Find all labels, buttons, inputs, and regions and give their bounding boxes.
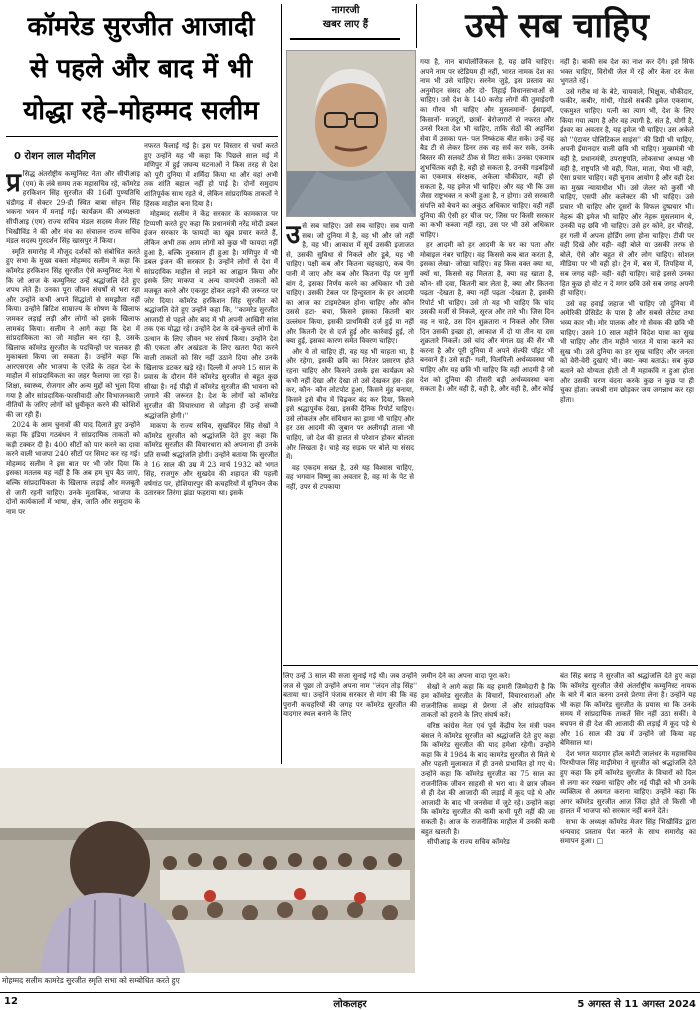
paragraph: मोहम्मद सलीम ने केंद्र सरकार के कामकाज पर टिप्पणी करते हुए कहा कि प्रधानमंत्री नरेंद्र मोदी डबल इंजन सरकार के फायदों का खूब प्रचार करते हैं, लेकिन अभी तक आम लोगों को कुछ भी फायदा नहीं हुआ है, बल्कि नुकसान ही हुआ है। मणिपुर में भी डबल इंजन की सरकार है। उन्होंने लोगों से देश में सांप्रदायिक माहौल से लड़ने का आह्वान किया और इसके लिए माकपा व अन्य वामपंथी ताकतों को मजबूत करने और एकजुट होकर लड़ने की जरूरत पर जोर दिया। कॉमरेड हरकिशन सिंह सुरजीत को श्रद्धांजलि देते हुए उन्होंने कहा कि, ''कामरेड सुरजीत आजादी से पहले और बाद में भी अपनी आखिरी सांस तक एक योद्धा रहे। उन्होंने देश के दबे-कुचले लोगों के उत्थान के लिए जीवन भर संघर्ष किया। उन्होंने देश की एकता और अखंडता के लिए खतरा पैदा करने वाली ताकतों को सिर नहीं उठाने दिया और उनके खिलाफ डटकर खड़े रहे। दिल्ली में अपने 15 साल के प्रवास के दौरान मैंने कॉमरेड सुरजीत से बहुत कुछ सीखा है। नई पीढ़ी में कॉमरेड सुरजीत की भावना को जगाने की जरूरत है। देश के लोगों को कॉमरेड सुरजीत की विचारधारा से जोड़ना ही उन्हें सच्ची श्रद्धांजलि होगी।'' <box>144 210 278 420</box>
paragraph: सीपीआइ के राज्य सचिव कॉमरेड <box>427 838 510 847</box>
left-story-column-4 <box>421 672 555 990</box>
left-headline <box>6 6 276 132</box>
paragraph: उसे वह हवाई जहाज भी चाहिए जो दुनिया में अमेरिकी प्रेसिडेंट के पास है और सबसे लेटेस्ट तथा भव्य कार भी। मोर पालक और गो सेवक की छवि भी चाहिए। उसने 10 साल महीने विदेश यात्रा का सुख भी चाहिए और तीन महीने भारत में यात्रा करने का सुख भी। उसे दुनिया का हर सुख चाहिए और जनता को वेरी-वेरी दुखाएं भी। क्या- क्या बताऊं। सब कुछ बताने को योग्यता होती तो मैं महाकवि न हुआ होता और उसकी चरण वंदना करके कुछ न कुछ पा ही चुका होता। जयश्री राम छोड़कर जय जगन्नाथ कर रहा होता। <box>560 299 694 404</box>
story-box-rule <box>283 665 698 666</box>
left-headline-line-3: योद्धा रहे–मोहम्मद सलीम <box>23 96 259 126</box>
kicker <box>288 4 403 32</box>
paragraph: जमीन देने का अपना वादा पूरा करे। <box>421 672 511 680</box>
left-headline-line-2: से पहले और बाद में भी <box>29 54 253 84</box>
left-story-column-2 <box>144 142 278 764</box>
kicker-line-2: खबर लाए हैं <box>322 19 369 30</box>
paragraph: उसे गरीब मां के बेटे, चायवाले, भिक्षुक, चौकीदार, फकीर, कबीर, गांधी, गोडसे सबकी इमेज एकसाथ, एकमुश्त चाहिए। पत्नी का त्याग भी, देश के लिए किया गया त्याग है और वह त्यागी है, संत है, योगी है, ईश्वर का अवतार है, यह इमेज भी चाहिए। उस अकेले को ''एंटायर पोलिटिकल साइंस'' की डिग्री भी चाहिए, अपनी ईमानदार वाली छवि भी चाहिए। मुख्यमंत्री भी वही है, प्रधानमंत्री, उपराष्ट्रपति, लोकसभा अध्यक्ष भी वही है, राष्ट्रपति भी वही, पिता, माता, भैया भी वही, ऐसा प्रचार चाहिए। वही चुनाव आयोग है और वही देश का मुख्य न्यायाधीश भी। उसे जेलर को कुर्सी भी चाहिए, एसपी और कलेक्टर की भी चाहिए। उसे प्रचार भी चाहिए और दूसरों के विफल दुष्प्रचार भी। नेहरू की इमेज भी चाहिए और नेहरू मुसलमान थे, उनकी यह छवि भी चाहिए। उसे हर कोने, हर चौराहे, हर गली में अपना होर्डिंग लगा होना चाहिए। टीवी पर वही दिखे और वही- वही बोले या उसकी तरफ से बोले, ऐसे और बहुत से और लोग चाहिए। सोशल मीडिया पर भी वही हो। ट्रेन में, बस में, तिपहिया में, सब जगह वही- वही- वही चाहिए। चाहे इससे उनका हित कुछ हो वोट न दे मगर छवि उसे सब जगह अपनी ही चाहिए। <box>560 87 694 298</box>
photo-caption: मोहम्मद सलीम कामरेड सुरजीत स्मृति सभा को सम्बोधित करते हुए <box>2 976 180 985</box>
byline: 0 रोशन लाल मौदगिल <box>14 151 96 162</box>
paragraph: वरिष्ठ कांग्रेस नेता एवं पूर्व केंद्रीय रेल मंत्री पवन बंसल ने कॉमरेड सुरजीत को श्रद्धांजलि देते हुए कहा कि कॉमरेड सुरजीत की याद हमेशा रहेगी। उन्होंने कहा कि वे 1984 के बाद कामरेड सुरजीत से मिले थे और पहली मुलाकात में ही उनसे प्रभावित हो गए थे। उन्होंने कहा कि कॉमरेड सुरजीत का 75 साल का राजनीतिक जीवन साहसी से भरा था। वे छात्र जीवन से ही देश की आजादी की लड़ाई में कूद पड़े थे और आजादी के बाद भी जनसेवा में जुटे रहे। उन्होंने कहा कि कॉमरेड सुरजीत की कमी कभी पूरी नहीं की जा सकती है। आज के राजनीतिक माहौल में उनकी कमी बहुत खलती है। <box>421 721 555 836</box>
paragraph: गया है, नान बायोलॉजिकल है, यह छवि चाहिए। अपने नाम पर स्टेडियम ही नहीं, भारत नामक देश का नाम भी उसे चाहिए। सरनेम जुड़े, इस प्रस्ताव का अनुमोदन संसद और दो- तिहाई विधानसभाओं से चाहिए। उसे देश के 140 करोड़ लोगों की तुमाईदगी का गौरव भी चाहिए और मुसलमानों- ईसाइयों, किसानों- मजदूरों, छात्रों- बेरोजगारों से नफरत और उनसे रिश्ता देश भी चाहिए, ताकि सेठों की अहर्निश सेवा में उसका पल- पल निष्कंटक बीत सके। उन्हें वह बैड टी से लेकर डिनर तक वह सर्व कर सके, उनके बिस्तर की सलवटें ठीक से मिटा सके। उनका एकमात्र शुभचिंतक वही है, वही हो सकता है, उनकी गड़बड़ियों का एकमात्र संरक्षक, अकेला चौकीदार, वही हो सकता है, यह इमेज भी चाहिए। और यह भी कि उस जैसा राष्ट्रभक्त न कभी हुआ है, न होगा। उसे सरकारी संपत्ति को बेचने का अकुंठ अधिकार चाहिए। वही नहीं दुनिया की ऐसी हर चीज पर, जिस पर किसी सरकार का कभी कब्जा नहीं रहा, उस पर भी उसे अधिकार चाहिए। <box>420 58 554 239</box>
column-divider <box>281 4 282 764</box>
author-portrait <box>286 50 416 217</box>
left-story-column-1 <box>6 170 140 760</box>
right-story-column-1 <box>286 222 414 660</box>
right-headline: उसे सब चाहिए <box>465 6 649 46</box>
footer-rule <box>0 992 700 993</box>
right-dropcap: उ <box>286 222 301 250</box>
paragraph: से सब चाहिए। उसे सब चाहिए। सब यानी सब। जो दुनिया में है, वह भी और जो नहीं है, वह भी। आकाश में सूर्य उसकी इजाजत से, उसकी सुविधा से निकले और डूबे, यह भी चाहिए। पक्षी कब और कितना चहचहाएं, कब पेंग पानी में जाए और कब और कितना पेंड़ पर मुर्गी बांग दे, इसका निर्णय करने का अधिकार भी उसे चाहिए। उसकी टेबल पर हिन्दुस्तान के हर आदमी का आज का टाइमटेबल होना चाहिए और कौन उससे हटा- बचा, किसने इसका कितनी बार उल्लंघन किया, इसकी प्राथमिकी दर्ज हुई या नहीं और कितनी देर से दर्ज हुई और कार्रवाई हुई, तो क्या हुई, इसका कारण समेत विवरण चाहिए। <box>286 222 414 346</box>
headline-rule <box>6 136 278 137</box>
paragraph: 2024 के आम चुनावों की याद दिलाते हुए उन्होंने कहा कि इंडिया गठबंधन ने सांप्रदायिक ताकतों को कड़ी टक्कर दी है। 400 सीटों को पार करने का दावा करने वाली भाजपा 240 सीटों पर सिमट कर रह गई। मोहम्मद सलीम ने इस बात पर भी जोर दिया कि इसका मतलब यह नहीं है कि अब हम चुप बैठ जाएं, बल्कि सांप्रदायिकता के खिलाफ लड़ाई और मजबूती से जारी रहनी चाहिए। उनके मुताबिक, भाजपा के दोनों कार्यकालों में भाषा, क्षेत्र, जाति और समुदाय के नाम पर <box>6 421 140 516</box>
left-story-column-5 <box>560 672 696 990</box>
page-number: 12 <box>4 996 18 1007</box>
paragraph: और ये तो चाहिए ही, वह यह भी चाहता था, है और रहेगा, इसकी छवि का निरंतर प्रसारण होते रहना चाहिए और किसने उसके इस कार्यक्रम को कभी नहीं देखा और देखा तो उसे देखकर हंस- हंस कर, कौन- कौन लोटपोट हुआ, किसने मुंह बनाया, किसने इसे बीच में चिढ़कर बंद कर दिया, किसने इसे श्रद्धापूर्वक देखा, इसकी दैनिक रिपोर्ट चाहिए। उसे लोकतंत्र और संविधान का ड्रामा भी चाहिए और हर उस आदमी की जुबान पर अलीगढ़ी ताला भी चाहिए, जो देश की हालत से परेशान होकर बोलता और लिखता है। चाहे वह सड़क पर बोले या संसद में। <box>286 347 414 462</box>
left-headline-line-1: कॉमरेड सुरजीत आजादी <box>27 12 255 42</box>
meeting-photo-image <box>0 768 415 973</box>
paragraph: माकपा के राज्य सचिव, सुखविंदर सिंह सेखों ने कॉमरेड सुरजीत को श्रद्धांजलि देते हुए कहा कि कॉमरेड सुरजीत की विचारधारा को अपनाना ही उनके प्रति सच्ची श्रद्धांजलि होगी। उन्होंने बताया कि सुरजीत ने 16 साल की उम्र में 23 मार्च 1932 को भगत सिंह, राजगुरु और सुखदेव की शहादत की पहली वर्षगांठ पर, होशियारपुर की कचहरियों में यूनियन जैक उतारकर तिरंगा झंडा फहराया था। इसके <box>144 422 278 498</box>
paragraph: सभा के अध्यक्ष कॉमरेड मेजर सिंह भिखीविंड द्वारा धन्यवाद प्रस्ताव पेश करने के साथ समारोह का समापन हुआ। □ <box>560 817 696 846</box>
paragraph: सिद्ध अंतर्राष्ट्रीय कम्युनिस्ट नेता और सीपीआइ (एम) के लंबे समय तक महासचिव रहे, कॉमरेड हरकिशन सिंह सुरजीत की 16वीं पुण्यतिथि चंडीगढ़ में सेक्टर 29-डी स्थित बाबा सोहन सिंह भकना भवन में मनाई गई। कार्यक्रम की अध्यक्षता सीपीआइ (एम) राज्य सचिव मंडल सदस्य मेजर सिंह भिखीविंड ने की और मंच का संचालन राज्य सचिव मंडल सदस्य गुरदर्शन सिंह खासपुर ने किया। <box>6 170 140 246</box>
kicker-rule <box>290 38 400 40</box>
paragraph: लिए उन्हें 3 साल की सजा सुनाई गई थी। जब उन्होंने जज से पूछा तो उन्होंने अपना नाम ''लंदन तोड़ सिंह'' बताया था। उन्होंने पंजाब सरकार से मांग की कि वह पुरानी कचहरियों की जगह पर कॉमरेड सुरजीत की यादगार स्थल बनाने के लिए <box>283 672 417 719</box>
right-story-column-2 <box>420 58 554 660</box>
paragraph: नफरत फैलाई गई है। इस पर विस्तार से चर्चा करते हुए उन्होंने यह भी कहा कि पिछले साल मई में मणिपुर में हुई जघन्य घटनाओं ने किस तरह से देश को पूरी दुनिया में शर्मिंदा किया था और वहां अभी तक शांति बहाल नहीं हो पाई है। दोनों समुदाय शांतिपूर्वक साथ रहते थे, लेकिन सांप्रदायिक ताकतों ने हिंसक माहौल बना दिया है। <box>144 142 278 208</box>
paragraph: वह एकदम सख्त है, उसे यह विश्वास चाहिए, वह भगवान विष्णु का अवतार है, वह मां के पेट से नहीं, उपर से टपकाया <box>286 463 414 492</box>
right-story-column-3 <box>560 58 694 660</box>
kicker-line-1: नागरजी <box>331 5 360 16</box>
paragraph: सेखों ने आगे कहा कि यह हमारी जिम्मेदारी है कि हम कॉमरेड सुरजीत के विचारों, विचारधाराओं और राजनीतिक समझ से प्रेरणा लें और सांप्रदायिक ताकतों को हराने के लिए संघर्ष करें। <box>421 682 555 720</box>
paragraph: हर आदमी को हर आदमी के घर का पता और मोबाइल नंबर चाहिए। वह किससे कब बात करता है, इसका लेखा- जोखा चाहिए। वह किस वक्त क्या था, क्यों था, किससे वह मिलता है, क्या वह खाता है, कौन- सी दवा, कितनी बार लेता है, क्या और कितना पढ़ता -देखता है, क्या नहीं पढ़ता -देखता है, इसकी रिपोर्ट भी चाहिए। उसे तो यह भी चाहिए कि चांद उसकी मर्जी से निकले, सूरज और तारे भी। जिस दिन वह न चाहे, उस दिन शुक्रतारा न निकले और जिस दिन उसकी इच्छा हो, आकाश में दो या तीन या दस शुक्रतारे निकलें। उसे चांद और मंगल ग्रह की सैर भी करना है और पूरी दुनिया में अपने सेल्फी पॉइंट भी बनवाने हैं। उसे सड़ी- गली, पिलपिली अर्थव्यवस्था भी चाहिए और यह छवि भी चाहिए कि वही आदमी है जो देश को दुनिया की तीसरी बड़ी अर्थव्यवस्था बना सकता है। और वही है, वही है, और वही है, और कोई <box>420 241 554 394</box>
paragraph: बंत सिंह बराड़ ने सुरजीत को श्रद्धांजलि देते हुए कहा कि कॉमरेड सुरजीत जैसे अंतर्राष्ट्रीय कम्युनिस्ट नायक के बारे में बात करना उनसे प्रेरणा लेना है। उन्होंने यह भी कहा कि कॉमरेड सुरजीत के प्रयास था कि उनके समय में सांप्रदायिक ताकतें सिर नहीं उठा सकीं। वे बचपन से ही देश की आजादी की लड़ाई में कूद पड़े थे और 16 साल की उम्र में उन्होंने जो किया वह बेमिसाल था। <box>560 672 696 748</box>
paragraph: देश भगत यादगार हॉल कमेटी जालंधर के महासचिव पिरथीपाल सिंह माड़ीमेघा ने सुरजीत को श्रद्धांजलि देते हुए कहा कि हमें कॉमरेड सुरजीत के विचारों को दिल से लगा कर रखना चाहिए और नई पीढ़ी को भी उनके व्यक्तित्व से अवगत कराना चाहिए। उन्होंने कहा कि अगर कॉमरेड सुरजीत आज जिंदा होते तो किसी भी हालत में भाजपा को सरकार नहीं बनने देते। <box>560 749 696 816</box>
header-divider <box>416 4 417 48</box>
meeting-photo <box>0 768 415 973</box>
paragraph: स्मृति समारोह में मौजूद दर्शकों को संबोधित करते हुए सभा के मुख्य वक्ता मोहम्मद सलीम ने कहा कि कॉमरेड हरकिशन सिंह सुरजीत ऐसे कम्युनिस्ट नेता थे कि जो आज के कम्युनिस्ट उन्हें श्रद्धांजलि देते हुए शपथ लेते हैं। उनका पूरा जीवन संघर्षों से भरा रहा और उन्होंने कभी अपने सिद्धांतों से समझौता नहीं किया। उन्होंने ब्रिटिश साम्राज्य के शोषण के खिलाफ जमकर लड़ाई लड़ी और लोगों को इसके खिलाफ लामबंद किया। सलीम ने आगे कहा कि देश में सांप्रदायिकता का जो माहौल बन रहा है, उसके खिलाफ कॉमरेड सुरजीत के पदचिन्हों पर चलकर ही मुकाबला किया जा सकता है। उन्होंने कहा कि आरएसएस और भाजपा के एजेंडे के तहत देश के माहौल में सांप्रदायिकता का जहर फैलाया जा रहा है। शिक्षा, स्वास्थ्य, रोजगार और अन्य मुद्दों को भुला दिया गया है और सांप्रदायिक-फासीवादी और विभाजनकारी नीतियों के जरिए लोगों को ध्रुवीकृत करने की कोशिशें की जा रही हैं। <box>6 247 140 419</box>
issue-date: 5 अगस्त से 11 अगस्त 2024 <box>577 999 696 1010</box>
left-dropcap: प्र <box>6 170 21 198</box>
paragraph: नहीं है। बाकी सब देश का नाश कर देंगे। इसे सिर्फ भक्त चाहिए, विरोधी जेल में रहें और केस दर केस भुगतते रहें। <box>560 58 694 86</box>
left-story-column-3 <box>283 672 417 764</box>
publication-name: लोकलहर <box>333 999 367 1010</box>
portrait-image <box>287 51 415 216</box>
